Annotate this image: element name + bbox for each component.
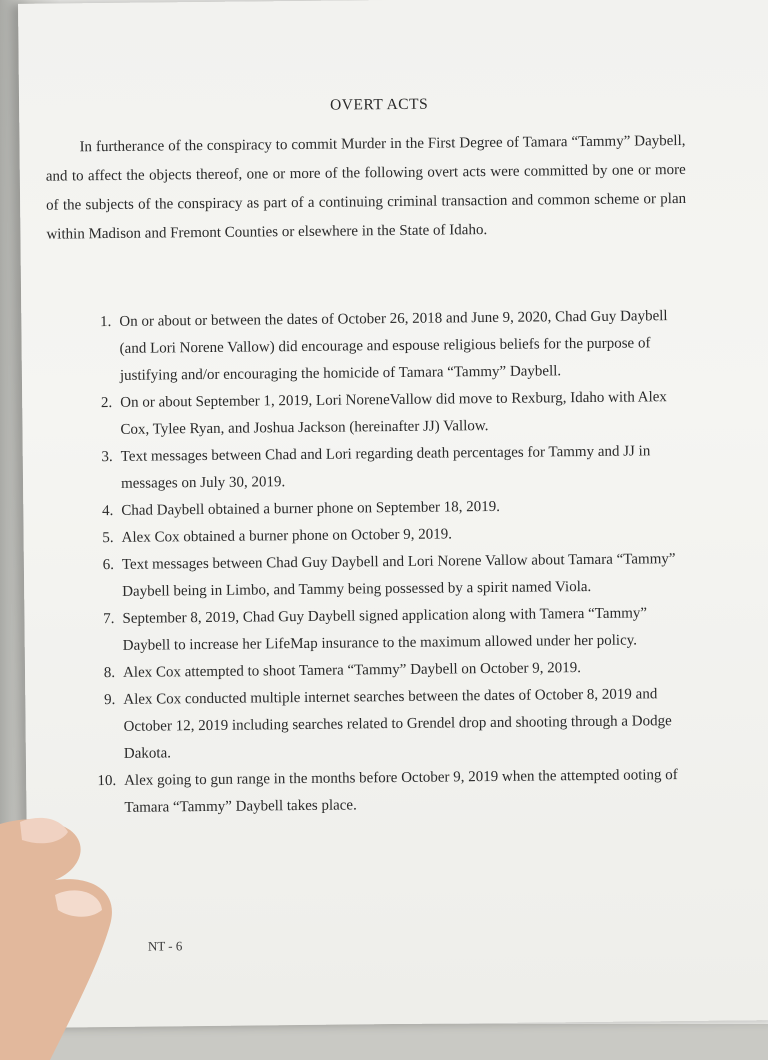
- act-text: Alex going to gun range in the months before October 9, 2019 when the attempted ooting of Tamara “Tammy” Daybell takes place.: [124, 767, 678, 816]
- act-number: 10.: [97, 772, 117, 790]
- list-item: [82, 762, 693, 822]
- act-text: Alex Cox attempted to shoot Tamera “Tammy” Daybell on October 9, 2019.: [122, 660, 582, 681]
- act-text: On or about September 1, 2019, Lori NoreneVallow did move to Rexburg, Idaho with Alex Cox, Tylee Ryan, and Joshua Jackson (hereinafter JJ) Vallow.: [120, 389, 667, 438]
- act-text: Text messages between Chad Guy Daybell and Lori Norene Vallow about Tamara “Tammy” Daybell being in Limbo, and Tammy being possessed by a spirit named Viola.: [121, 551, 676, 600]
- page-title: OVERT ACTS: [329, 95, 429, 114]
- act-number: 9.: [103, 691, 116, 709]
- act-text: Alex Cox conducted multiple internet searches between the dates of October 8, 2019 and October 12, 2019 including searches related to Grendel drop and shooting through a Dodge Dakota.: [123, 686, 672, 762]
- act-text: Text messages between Chad and Lori regarding death percentages for Tammy and JJ in messages on July 30, 2019.: [120, 443, 651, 492]
- list-item: [78, 384, 689, 444]
- overt-acts-list: [77, 303, 692, 822]
- act-number: 8.: [103, 664, 116, 682]
- act-number: 1.: [100, 313, 112, 331]
- list-item: [77, 303, 688, 390]
- act-text: Alex Cox obtained a burner phone on October 9, 2019.: [121, 526, 453, 546]
- act-text: On or about or between the dates of October 26, 2018 and June 9, 2020, Chad Guy Daybell (and Lori Norene Vallow) did encourage and espouse religious beliefs for the purpose of justifying and/or encouraging the homicide of Tamara “Tammy” Daybell.: [119, 308, 668, 384]
- act-number: 5.: [102, 529, 114, 547]
- act-number: 4.: [102, 502, 114, 520]
- act-text: September 8, 2019, Chad Guy Daybell signed application along with Tamera “Tammy” Daybell to increase her LifeMap insurance to the maximum allowed under her policy.: [122, 605, 648, 654]
- document-page: [18, 0, 768, 1028]
- list-item: [80, 600, 691, 660]
- act-number: 7.: [103, 610, 115, 628]
- intro-paragraph: In furtherance of the conspiracy to commit Murder in the First Degree of Tamara “Tammy” Daybell, and to affect the objects thereof, one or more of the following overt acts were committed by one or more of the subjects of the conspiracy as part of a continuing criminal transaction and common scheme or plan within Madison and Fremont Counties or elsewhere in the State of Idaho.: [45, 132, 687, 243]
- act-number: 3.: [101, 448, 113, 466]
- list-item: [80, 546, 691, 606]
- act-number: 6.: [102, 556, 114, 574]
- page-footer: NT - 6: [147, 938, 183, 954]
- act-text: Chad Daybell obtained a burner phone on September 18, 2019.: [121, 498, 501, 519]
- act-number: 2.: [100, 394, 113, 412]
- list-item: [79, 438, 690, 498]
- list-item: [81, 681, 692, 768]
